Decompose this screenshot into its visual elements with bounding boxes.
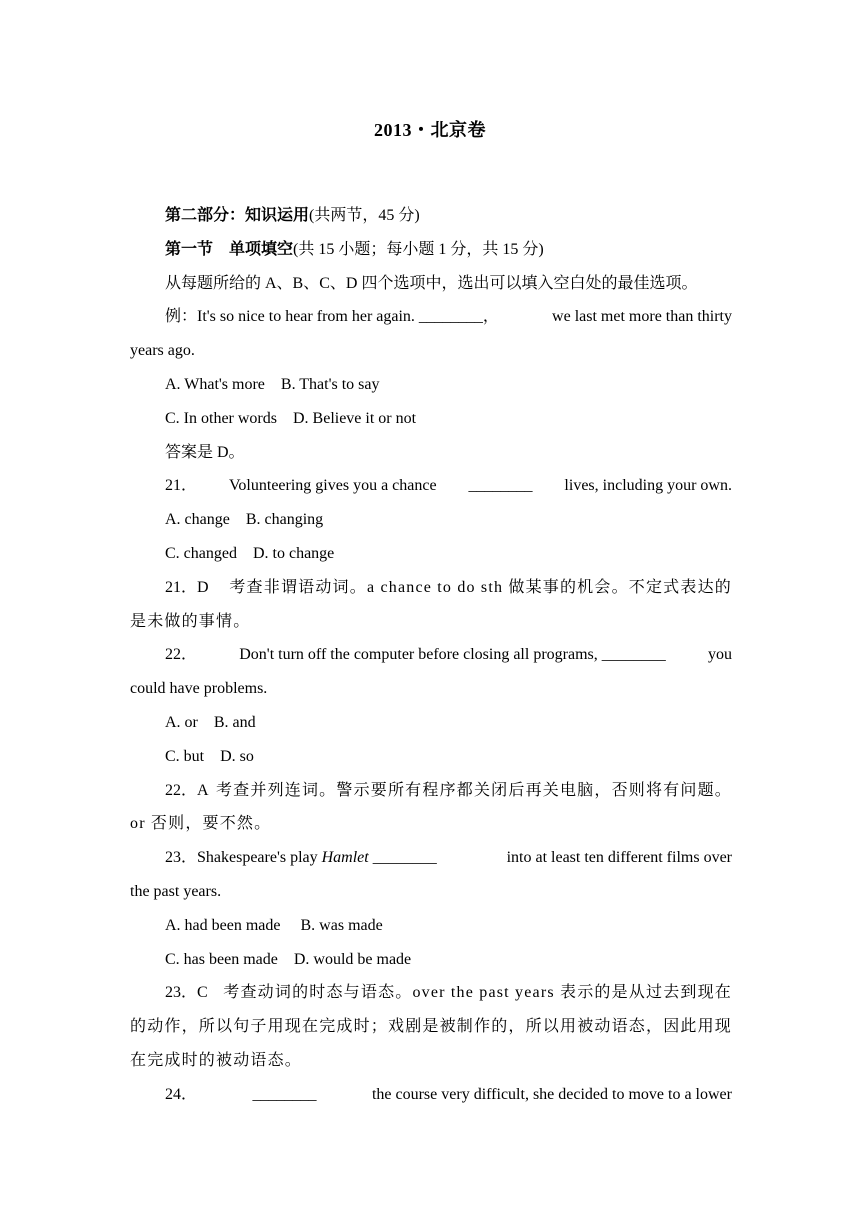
answer-22-key: 22．A xyxy=(165,781,209,799)
answer-23-explanation-cont-1: 的动作，所以句子用现在完成时；戏剧是被制作的，所以用被动语态，因此用现 xyxy=(130,1018,733,1036)
question-21-stem-end: lives, including your own. xyxy=(564,477,732,495)
question-23-stem xyxy=(165,841,437,875)
document-body xyxy=(130,199,732,1112)
question-22-stem-end: you xyxy=(707,646,732,664)
question-23 xyxy=(130,841,732,875)
answer-21-explanation: 考查非谓语动词。a chance to do sth 做某事的机会。不定式表达的 xyxy=(229,578,732,596)
example-question-end: we last met more than thirty xyxy=(552,308,732,326)
part-heading-bold: 第二部分：知识运用 xyxy=(165,207,310,224)
question-23-line-2: the past years. xyxy=(130,882,222,900)
section-heading-bold: 第一节 单项填空 xyxy=(165,240,294,258)
question-24 xyxy=(130,1078,732,1112)
example-question-line-1 xyxy=(130,300,732,334)
answer-22 xyxy=(130,774,732,808)
answer-23-explanation-cont-2: 在完成时的被动语态。 xyxy=(130,1051,303,1069)
question-23-options-2: C. has been made D. would be made xyxy=(165,950,412,968)
question-22-stem: Don't turn off the computer before closing all programs, ________ xyxy=(239,646,666,664)
question-22-options-1: A. or B. and xyxy=(165,713,256,731)
answer-22-explanation-cont: or 否则，要不然。 xyxy=(130,815,272,833)
example-options-2: C. In other words D. Believe it or not xyxy=(165,409,417,427)
section-heading-rest: (共 15 小题；每小题 1 分，共 15 分) xyxy=(293,240,544,258)
question-21-options-2: C. changed D. to change xyxy=(165,544,335,562)
example-answer: 答案是 D。 xyxy=(165,443,245,461)
question-22-options-2: C. but D. so xyxy=(165,747,254,765)
question-21-blank: ________ xyxy=(468,477,533,495)
example-question-line-2: years ago. xyxy=(130,342,195,360)
question-21-stem: Volunteering gives you a chance xyxy=(228,477,437,495)
question-23-options-1: A. had been made B. was made xyxy=(165,916,383,934)
question-22-number: 22． xyxy=(165,646,198,664)
question-23-blank: ________ xyxy=(368,849,437,867)
question-22-line-2: could have problems. xyxy=(130,680,268,698)
question-23-start: 23．Shakespeare's play xyxy=(165,849,322,867)
answer-21-explanation-cont: 是未做的事情。 xyxy=(130,612,251,630)
answer-21 xyxy=(130,571,732,605)
question-23-stem-end: into at least ten different films over xyxy=(506,849,732,867)
answer-23 xyxy=(130,976,732,1010)
section-heading xyxy=(130,233,732,267)
example-options-1: A. What's more B. That's to say xyxy=(165,375,380,393)
question-23-title: Hamlet xyxy=(321,849,369,867)
question-24-number: 24． xyxy=(165,1085,198,1103)
page-title: 2013・北京卷 xyxy=(374,120,486,140)
answer-23-explanation: 考查动词的时态与语态。over the past years 表示的是从过去到现在 xyxy=(223,984,732,1002)
instruction-text: 从每题所给的 A、B、C、D 四个选项中，选出可以填入空白处的最佳选项。 xyxy=(165,274,698,292)
question-24-blank: ________ xyxy=(252,1085,317,1103)
question-24-stem: the course very difficult, she decided to move to a lower xyxy=(371,1085,732,1103)
part-heading-rest: (共两节，45 分) xyxy=(309,207,420,224)
question-22 xyxy=(130,638,732,672)
example-question-start: 例：It's so nice to hear from her again. ________， xyxy=(165,308,499,326)
question-21-options-1: A. change B. changing xyxy=(165,511,324,529)
answer-22-explanation: 考查并列连词。警示要所有程序都关闭后再关电脑，否则将有问题。 xyxy=(215,781,732,799)
question-21 xyxy=(130,469,732,503)
answer-21-key: 21．D xyxy=(165,578,209,596)
question-21-number: 21． xyxy=(165,477,198,495)
part-heading xyxy=(130,199,732,233)
answer-23-key: 23．C xyxy=(165,984,208,1002)
